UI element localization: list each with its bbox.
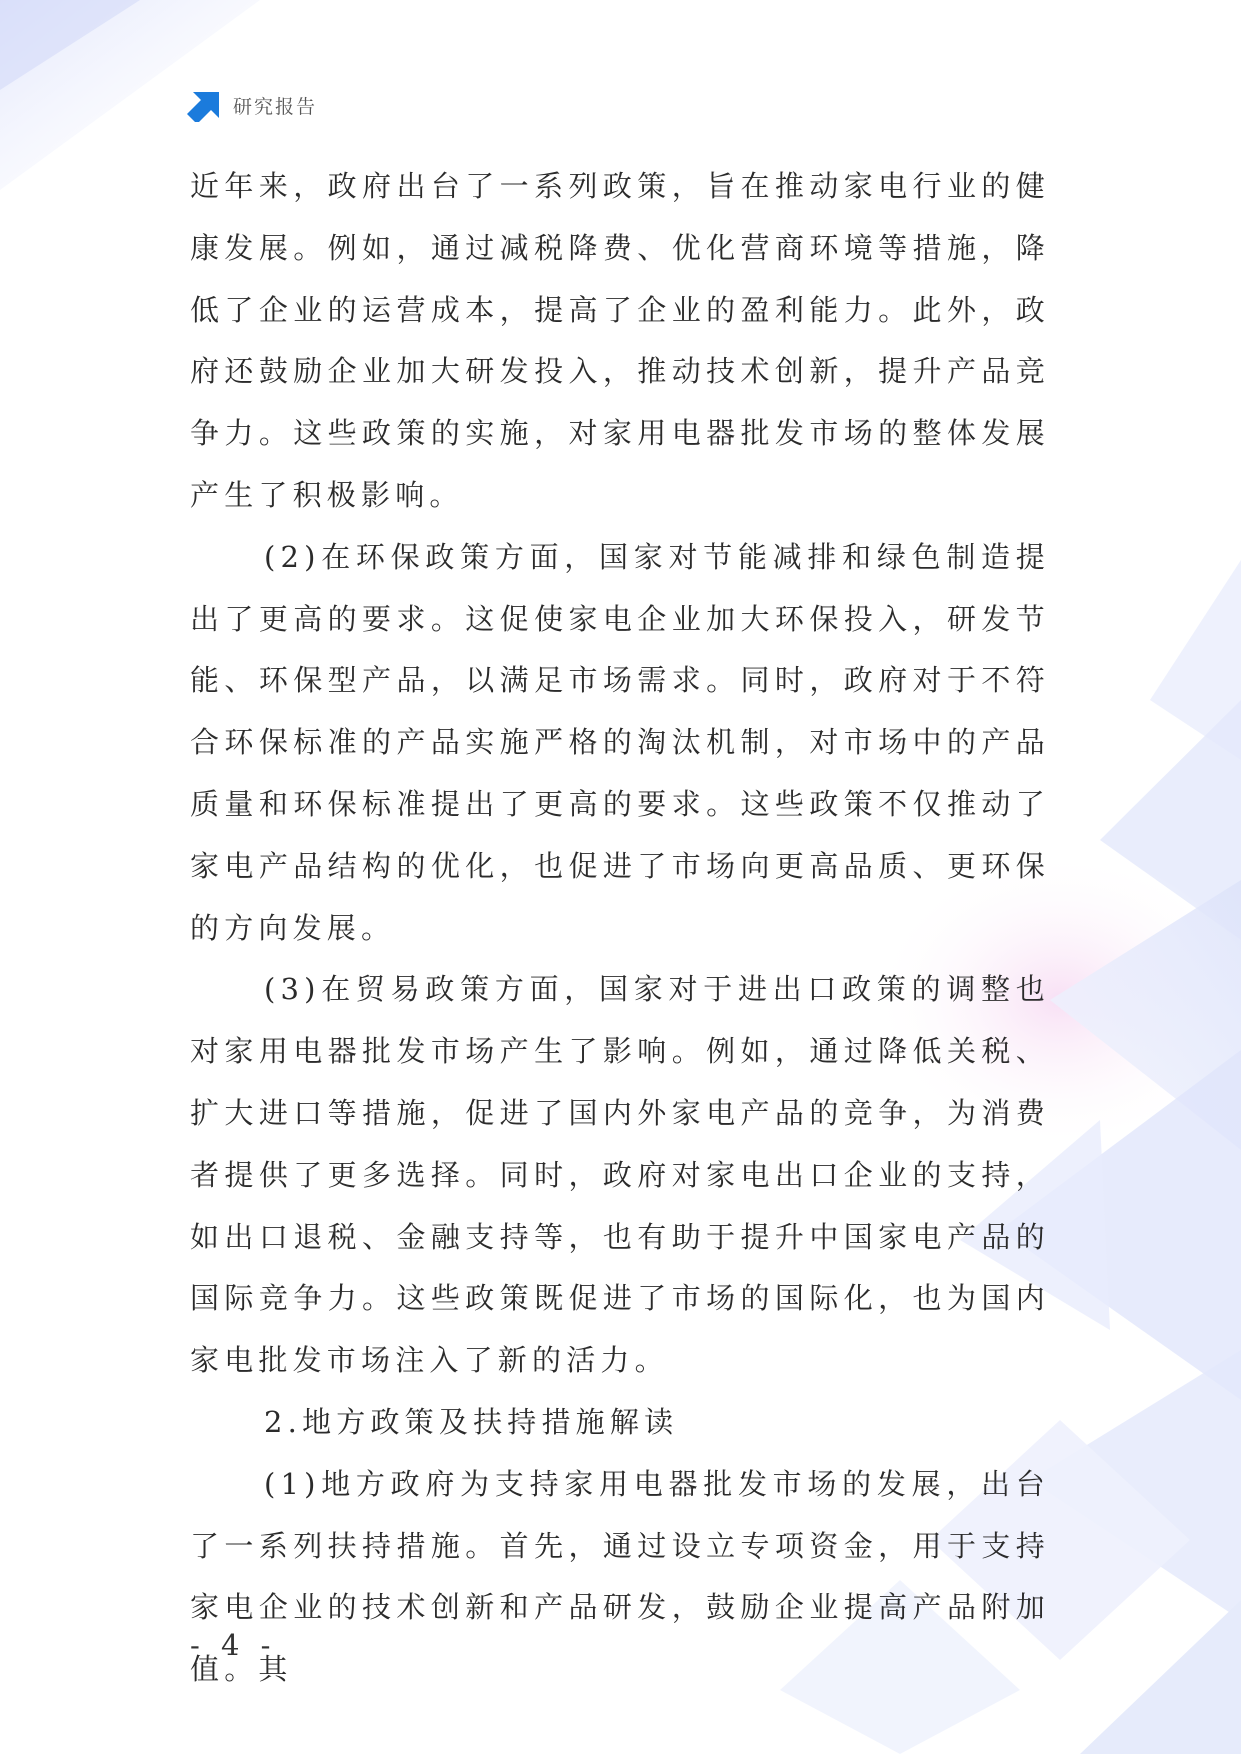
document-body — [190, 156, 1050, 1701]
paragraph-4: (1)地方政府为支持家用电器批发市场的发展，出台了一系列扶持措施。首先，通过设立专项资金，用于支持家电企业的技术创新和产品研发，鼓励企业提高产品附加值。其 — [190, 1466, 1050, 1687]
section-heading: 2.地方政策及扶持措施解读 — [264, 1404, 679, 1439]
page-header — [187, 88, 317, 122]
header-title: 研究报告 — [233, 95, 318, 118]
arrow-up-right-icon — [187, 88, 221, 122]
paragraph-3: (3)在贸易政策方面，国家对于进出口政策的调整也对家用电器批发市场产生了影响。例如，通过降低关税、扩大进口等措施，促进了国内外家电产品的竞争，为消费者提供了更多选择。同时，政府对家电出口企业的支持，如出口退税、金融支持等，也有助于提升中国家电产品的国际竞争力。这些政策既促进了市场的国际化，也为国内家电批发市场注入了新的活力。 — [190, 972, 1050, 1378]
paragraph-2: (2)在环保政策方面，国家对节能减排和绿色制造提出了更高的要求。这促使家电企业加大环保投入，研发节能、环保型产品，以满足市场需求。同时，政府对于不符合环保标准的产品实施严格的淘汰机制，对市场中的产品质量和环保标准提出了更高的要求。这些政策不仅推动了家电产品结构的优化，也促进了市场向更高品质、更环保的方向发展。 — [190, 539, 1050, 945]
paragraph-1: 近年来，政府出台了一系列政策，旨在推动家电行业的健康发展。例如，通过减税降费、优化营商环境等措施，降低了企业的运营成本，提高了企业的盈利能力。此外，政府还鼓励企业加大研发投入，推动技术创新，提升产品竞争力。这些政策的实施，对家用电器批发市场的整体发展产生了积极影响。 — [190, 169, 1050, 512]
page-number: - 4 - — [190, 1628, 277, 1662]
